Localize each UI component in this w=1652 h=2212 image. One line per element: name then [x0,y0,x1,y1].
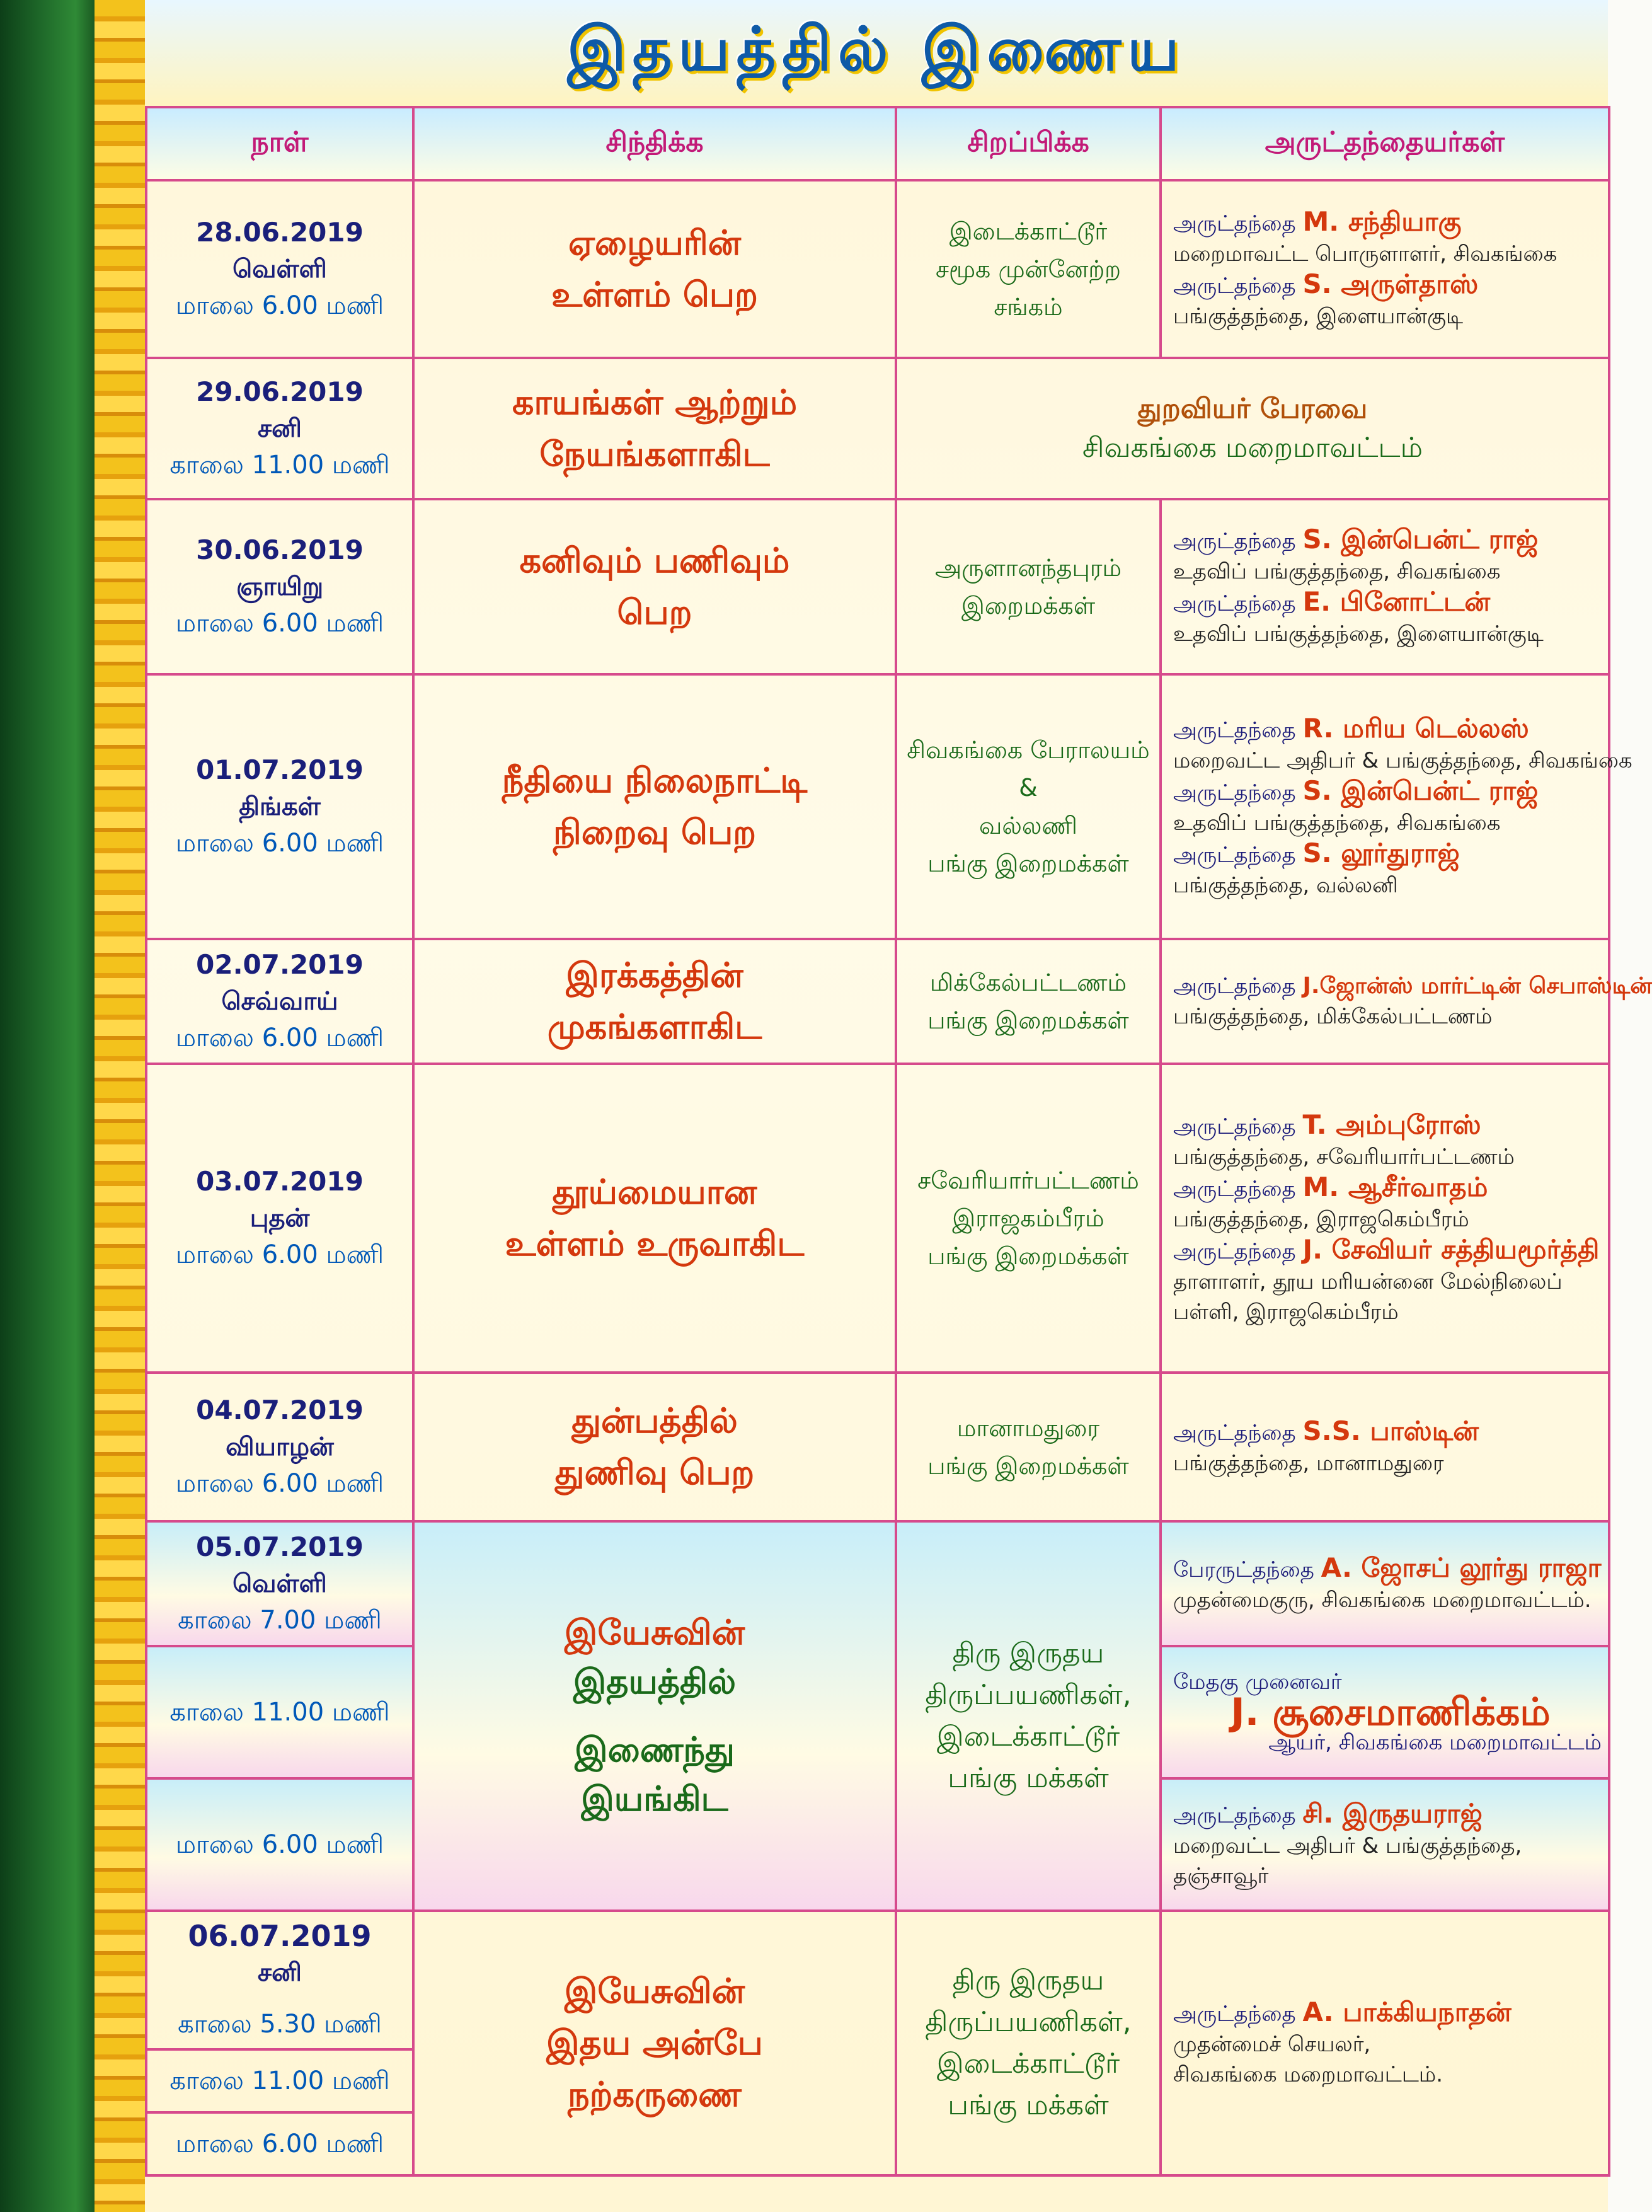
priest-title: முதன்மைச் செயலர், [1173,2031,1371,2057]
priests-cell [1161,939,1652,1064]
date-cell [146,939,413,1064]
organizer-line: இறைமக்கள் [961,592,1096,619]
event-day: திங்கள் [239,792,321,821]
priest-name: M. ஆசீர்வாதம் [1302,1171,1488,1202]
theme-line: இணைந்து [575,1730,735,1770]
priest-prefix: அருட்தந்தை [1173,1420,1296,1446]
organizer-cell [896,674,1161,939]
organizer-line: இராஜகம்பீரம் [952,1204,1104,1232]
date-cell [146,1911,413,2049]
page-title: இதயத்தில் இணைய [567,13,1186,84]
organizer-line: திரு இருதய [952,1964,1104,1996]
priest-entry [1173,269,1608,301]
theme-line: இயங்கிட [581,1779,728,1819]
organizer-line: இடைக்காட்டூர் [936,2048,1120,2080]
theme-line: இதய அன்பே [546,2023,763,2063]
event-time: காலை 11.00 மணி [169,2066,390,2095]
theme-line: நற்கருணை [568,2075,742,2114]
event-day: வெள்ளி [232,255,327,284]
priest-name: S.S. பாஸ்டின் [1302,1415,1479,1446]
header-theme: சிந்திக்க [413,107,896,180]
organizer-line: சிவகங்கை மறைமாவட்டம் [1082,432,1423,464]
theme-line: துணிவு பெற [554,1453,755,1492]
organizer-line: வல்லணி [979,812,1077,839]
date-cell [146,2112,413,2175]
theme-line: நிறைவு பெற [553,812,757,852]
green-side-strip [0,0,95,2212]
event-day: புதன் [250,1204,310,1233]
theme-cell [413,1521,896,1911]
priest-name: சி. இருதயராஜ் [1302,1797,1483,1829]
priest-title: மறைவட்ட அதிபர் & பங்குத்தந்தை, [1173,1833,1522,1858]
gold-ornamental-border [95,0,145,2212]
table-row [146,358,1609,499]
priest-title: உதவிப் பங்குத்தந்தை, இளையான்குடி [1173,621,1544,647]
priest-prefix: அருட்தந்தை [1173,1114,1296,1139]
priest-title: மறைமாவட்ட பொருளாளர், சிவகங்கை [1173,241,1557,267]
event-time: மாலை 6.00 மணி [175,1023,384,1052]
priest-entry [1173,713,1608,746]
priest-name: E. பினோட்டன் [1302,586,1491,617]
organizer-line: பங்கு மக்கள் [948,2089,1109,2121]
date-cell [146,499,413,674]
table-row [146,674,1609,939]
priest-entry [1173,1235,1608,1267]
priests-cell [1161,1064,1609,1373]
priest-title: முதன்மைகுரு, சிவகங்கை மறைமாவட்டம். [1173,1587,1592,1613]
priest-title: பங்குத்தந்தை, சவேரியார்பட்டணம் [1173,1144,1515,1170]
priest-entry [1173,1110,1608,1142]
header-priests: அருட்தந்தையர்கள் [1161,107,1609,180]
event-date: 06.07.2019 [188,1919,372,1953]
organizer-line: பங்கு மக்கள் [948,1762,1109,1794]
priest-prefix: அருட்தந்தை [1173,1802,1296,1828]
priest-entry [1173,1172,1608,1204]
priest-prefix: அருட்தந்தை [1173,780,1296,805]
event-date: 05.07.2019 [196,1531,364,1562]
event-date: 01.07.2019 [196,754,364,785]
organizer-line: சமூக முன்னேற்ற [935,255,1121,283]
event-time: காலை 11.00 மணி [169,451,390,480]
table-row [146,1064,1609,1373]
theme-cell [413,499,896,674]
theme-cell [413,1373,896,1521]
organizer-cell [896,1521,1161,1911]
priests-cell [1161,1778,1609,1911]
event-time: மாலை 6.00 மணி [175,1830,384,1859]
priest-prefix: அருட்தந்தை [1173,2001,1296,2027]
priest-title: பங்குத்தந்தை, மானாமதுரை [1173,1450,1444,1476]
priest-title: தாளாளர், தூய மரியன்னை மேல்நிலைப் பள்ளி, இராஜகெம்பீரம் [1173,1269,1563,1325]
organizer-line: திருப்பயணிகள், [925,1679,1132,1711]
event-day: சனி [258,1958,302,1987]
event-time: காலை 5.30 மணி [178,2010,382,2039]
event-day: சனி [258,414,302,443]
theme-cell [413,674,896,939]
date-cell [146,1064,413,1373]
priests-cell [1161,499,1609,674]
priest-name: S. இன்பென்ட் ராஜ் [1302,775,1539,806]
priest-entry [1173,587,1608,619]
organizer-line: சங்கம் [994,293,1063,321]
priest-name: S. இன்பென்ட் ராஜ் [1302,524,1539,555]
schedule-sheet [145,0,1652,2212]
priest-title: சிவகங்கை மறைமாவட்டம். [1173,2061,1443,2087]
merged-organizer-cell [896,358,1609,499]
priest-entry [1173,838,1608,870]
priest-entry [1173,524,1608,556]
table-row [146,499,1609,674]
theme-line: ஏழையரின் [568,223,742,263]
theme-line: இயேசுவின் [564,1613,745,1652]
priest-entry [1173,1416,1608,1448]
event-date: 28.06.2019 [196,217,364,248]
priest-entry [1173,1799,1608,1831]
priest-title: தஞ்சாவூர் [1173,1863,1269,1889]
organizer-line: இடைக்காட்டூர் [949,217,1108,245]
theme-cell [413,1911,896,2175]
date-cell [146,1778,413,1911]
organizer-line: சிவகங்கை பேராலயம் [907,736,1150,764]
theme-line: இதயத்தில் [573,1662,737,1702]
event-day: வியாழன் [226,1432,334,1461]
theme-line: காயங்கள் ஆற்றும் [512,383,798,422]
priests-cell [1161,674,1632,939]
event-time: மாலை 6.00 மணி [175,609,384,638]
priest-title: உதவிப் பங்குத்தந்தை, சிவகங்கை [1173,810,1501,836]
event-time: மாலை 6.00 மணி [175,1240,384,1269]
priest-entry [1173,776,1608,808]
event-time: மாலை 6.00 மணி [175,829,384,858]
priest-prefix: அருட்தந்தை [1173,974,1296,999]
organizer-line: பங்கு இறைமக்கள் [927,1452,1129,1480]
priest-name: A. ஜோசப் லூர்து ராஜா [1321,1552,1602,1583]
event-day: செவ்வாய் [221,987,338,1016]
organizer-cell [896,180,1161,358]
bishop-title: ஆயர், சிவகங்கை மறைமாவட்டம் [1268,1730,1602,1755]
organizer-line: திருப்பயணிகள், [925,2006,1132,2038]
event-date: 04.07.2019 [196,1395,364,1426]
theme-line: உள்ளம் பெற [551,275,758,314]
theme-cell [413,358,896,499]
date-cell [146,674,413,939]
organizer-line: மிக்கேல்பட்டணம் [929,969,1127,996]
date-cell [146,358,413,499]
priest-prefix: அருட்தந்தை [1173,1238,1296,1264]
priest-title: பங்குத்தந்தை, மிக்கேல்பட்டணம் [1173,1004,1493,1029]
organizer-cell [896,1373,1161,1521]
priest-entry [1173,1997,1608,2029]
theme-cell [413,1064,896,1373]
organizer-line: சவேரியார்பட்டணம் [917,1166,1139,1194]
priest-name: A. பாக்கியநாதன் [1302,1996,1511,2027]
bishop-name: J. சூசைமாணிக்கம் [1230,1690,1551,1734]
priest-name: J. சேவியர் சத்தியமூர்த்தி [1302,1233,1600,1265]
schedule-table [145,106,1652,2177]
priest-name: S. அருள்தாஸ் [1302,268,1479,299]
organizer-line: இடைக்காட்டூர் [936,1720,1120,1753]
theme-line: கனிவும் பணிவும் [519,541,790,580]
priest-prefix: அருட்தந்தை [1173,211,1296,236]
theme-line: பெற [617,592,692,632]
organizer-line: திரு இருதய [952,1637,1104,1669]
priest-entry [1173,207,1608,239]
priest-name: M. சந்தியாகு [1302,206,1462,237]
priests-cell [1161,1911,1609,2175]
priests-cell [1161,180,1609,358]
table-row [146,180,1609,358]
organizer-cell [896,939,1161,1064]
theme-cell [413,180,896,358]
bishop-prefix: மேதகு முனைவர் [1173,1669,1342,1695]
theme-line: முகங்களாகிட [547,1007,762,1047]
priest-name: R. மரிய டெல்லஸ் [1302,712,1529,744]
table-row [146,939,1609,1064]
priest-name: S. லூர்துராஜ் [1302,837,1460,868]
priests-cell [1161,1373,1609,1521]
theme-line: தூய்மையான [552,1172,757,1212]
page-title-banner [145,0,1608,106]
organizer-line: மானாமதுரை [956,1414,1100,1442]
table-row [146,1373,1609,1521]
date-cell [146,1373,413,1521]
priests-cell [1161,1521,1609,1646]
table-row [146,1521,1609,1646]
priest-prefix: அருட்தந்தை [1173,1176,1296,1202]
theme-line: உள்ளம் உருவாகிட [505,1224,805,1264]
priest-title: பங்குத்தந்தை, இளையான்குடி [1173,304,1464,329]
event-date: 30.06.2019 [196,534,364,565]
priest-prefix: அருட்தந்தை [1173,591,1296,616]
priest-entry [1173,1553,1608,1585]
priest-prefix: அருட்தந்தை [1173,717,1296,743]
priest-prefix: அருட்தந்தை [1173,274,1296,299]
organizer-line: & [1019,774,1038,802]
event-time: காலை 7.00 மணி [178,1606,382,1635]
theme-line: நீதியை நிலைநாட்டி [502,761,808,800]
event-time: காலை 11.00 மணி [169,1698,390,1727]
table-header-row [146,107,1609,180]
organizer-cell [896,1064,1161,1373]
organizer-line: துறவியர் பேரவை [1137,393,1368,425]
priest-title: பங்குத்தந்தை, வல்லனி [1173,872,1398,898]
theme-line: நேயங்களாகிட [539,434,770,474]
header-organizer: சிறப்பிக்க [896,107,1161,180]
priest-name: J.ஜோன்ஸ் மார்ட்டின் செபாஸ்டின் [1302,973,1652,999]
date-cell [146,180,413,358]
bishop-cell [1161,1646,1609,1778]
event-date: 03.07.2019 [196,1166,364,1197]
theme-cell [413,939,896,1064]
event-time: மாலை 6.00 மணி [175,291,384,320]
event-day: வெள்ளி [232,1569,327,1598]
theme-line: இரக்கத்தின் [566,955,743,995]
date-cell [146,1646,413,1778]
header-date: நாள் [146,107,413,180]
priest-prefix: அருட்தந்தை [1173,529,1296,554]
priest-prefix: அருட்தந்தை [1173,842,1296,868]
organizer-line: பங்கு இறைமக்கள் [927,1006,1129,1034]
table-row [146,1911,1609,2049]
event-date: 29.06.2019 [196,376,364,407]
priest-entry [1173,971,1652,1001]
priest-title: மறைவட்ட அதிபர் & பங்குத்தந்தை, சிவகங்கை [1173,747,1632,773]
event-time: மாலை 6.00 மணி [175,2129,384,2158]
date-cell [146,1521,413,1646]
theme-line: துன்பத்தில் [571,1401,738,1441]
date-cell [146,2049,413,2112]
priest-title: பங்குத்தந்தை, இராஜகெம்பீரம் [1173,1206,1469,1232]
event-time: மாலை 6.00 மணி [175,1469,384,1498]
priest-prefix: பேரருட்தந்தை [1173,1557,1314,1582]
organizer-line: பங்கு இறைமக்கள் [927,850,1129,877]
organizer-cell [896,499,1161,674]
organizer-cell [896,1911,1161,2175]
organizer-line: அருளானந்தபுரம் [934,554,1122,582]
event-day: ஞாயிறு [236,572,324,601]
theme-line: இயேசுவின் [564,1971,745,2011]
priest-title: உதவிப் பங்குத்தந்தை, சிவகங்கை [1173,559,1501,584]
priest-name: T. அம்புரோஸ் [1302,1109,1481,1140]
event-date: 02.07.2019 [196,949,364,980]
organizer-line: பங்கு இறைமக்கள் [927,1242,1129,1270]
